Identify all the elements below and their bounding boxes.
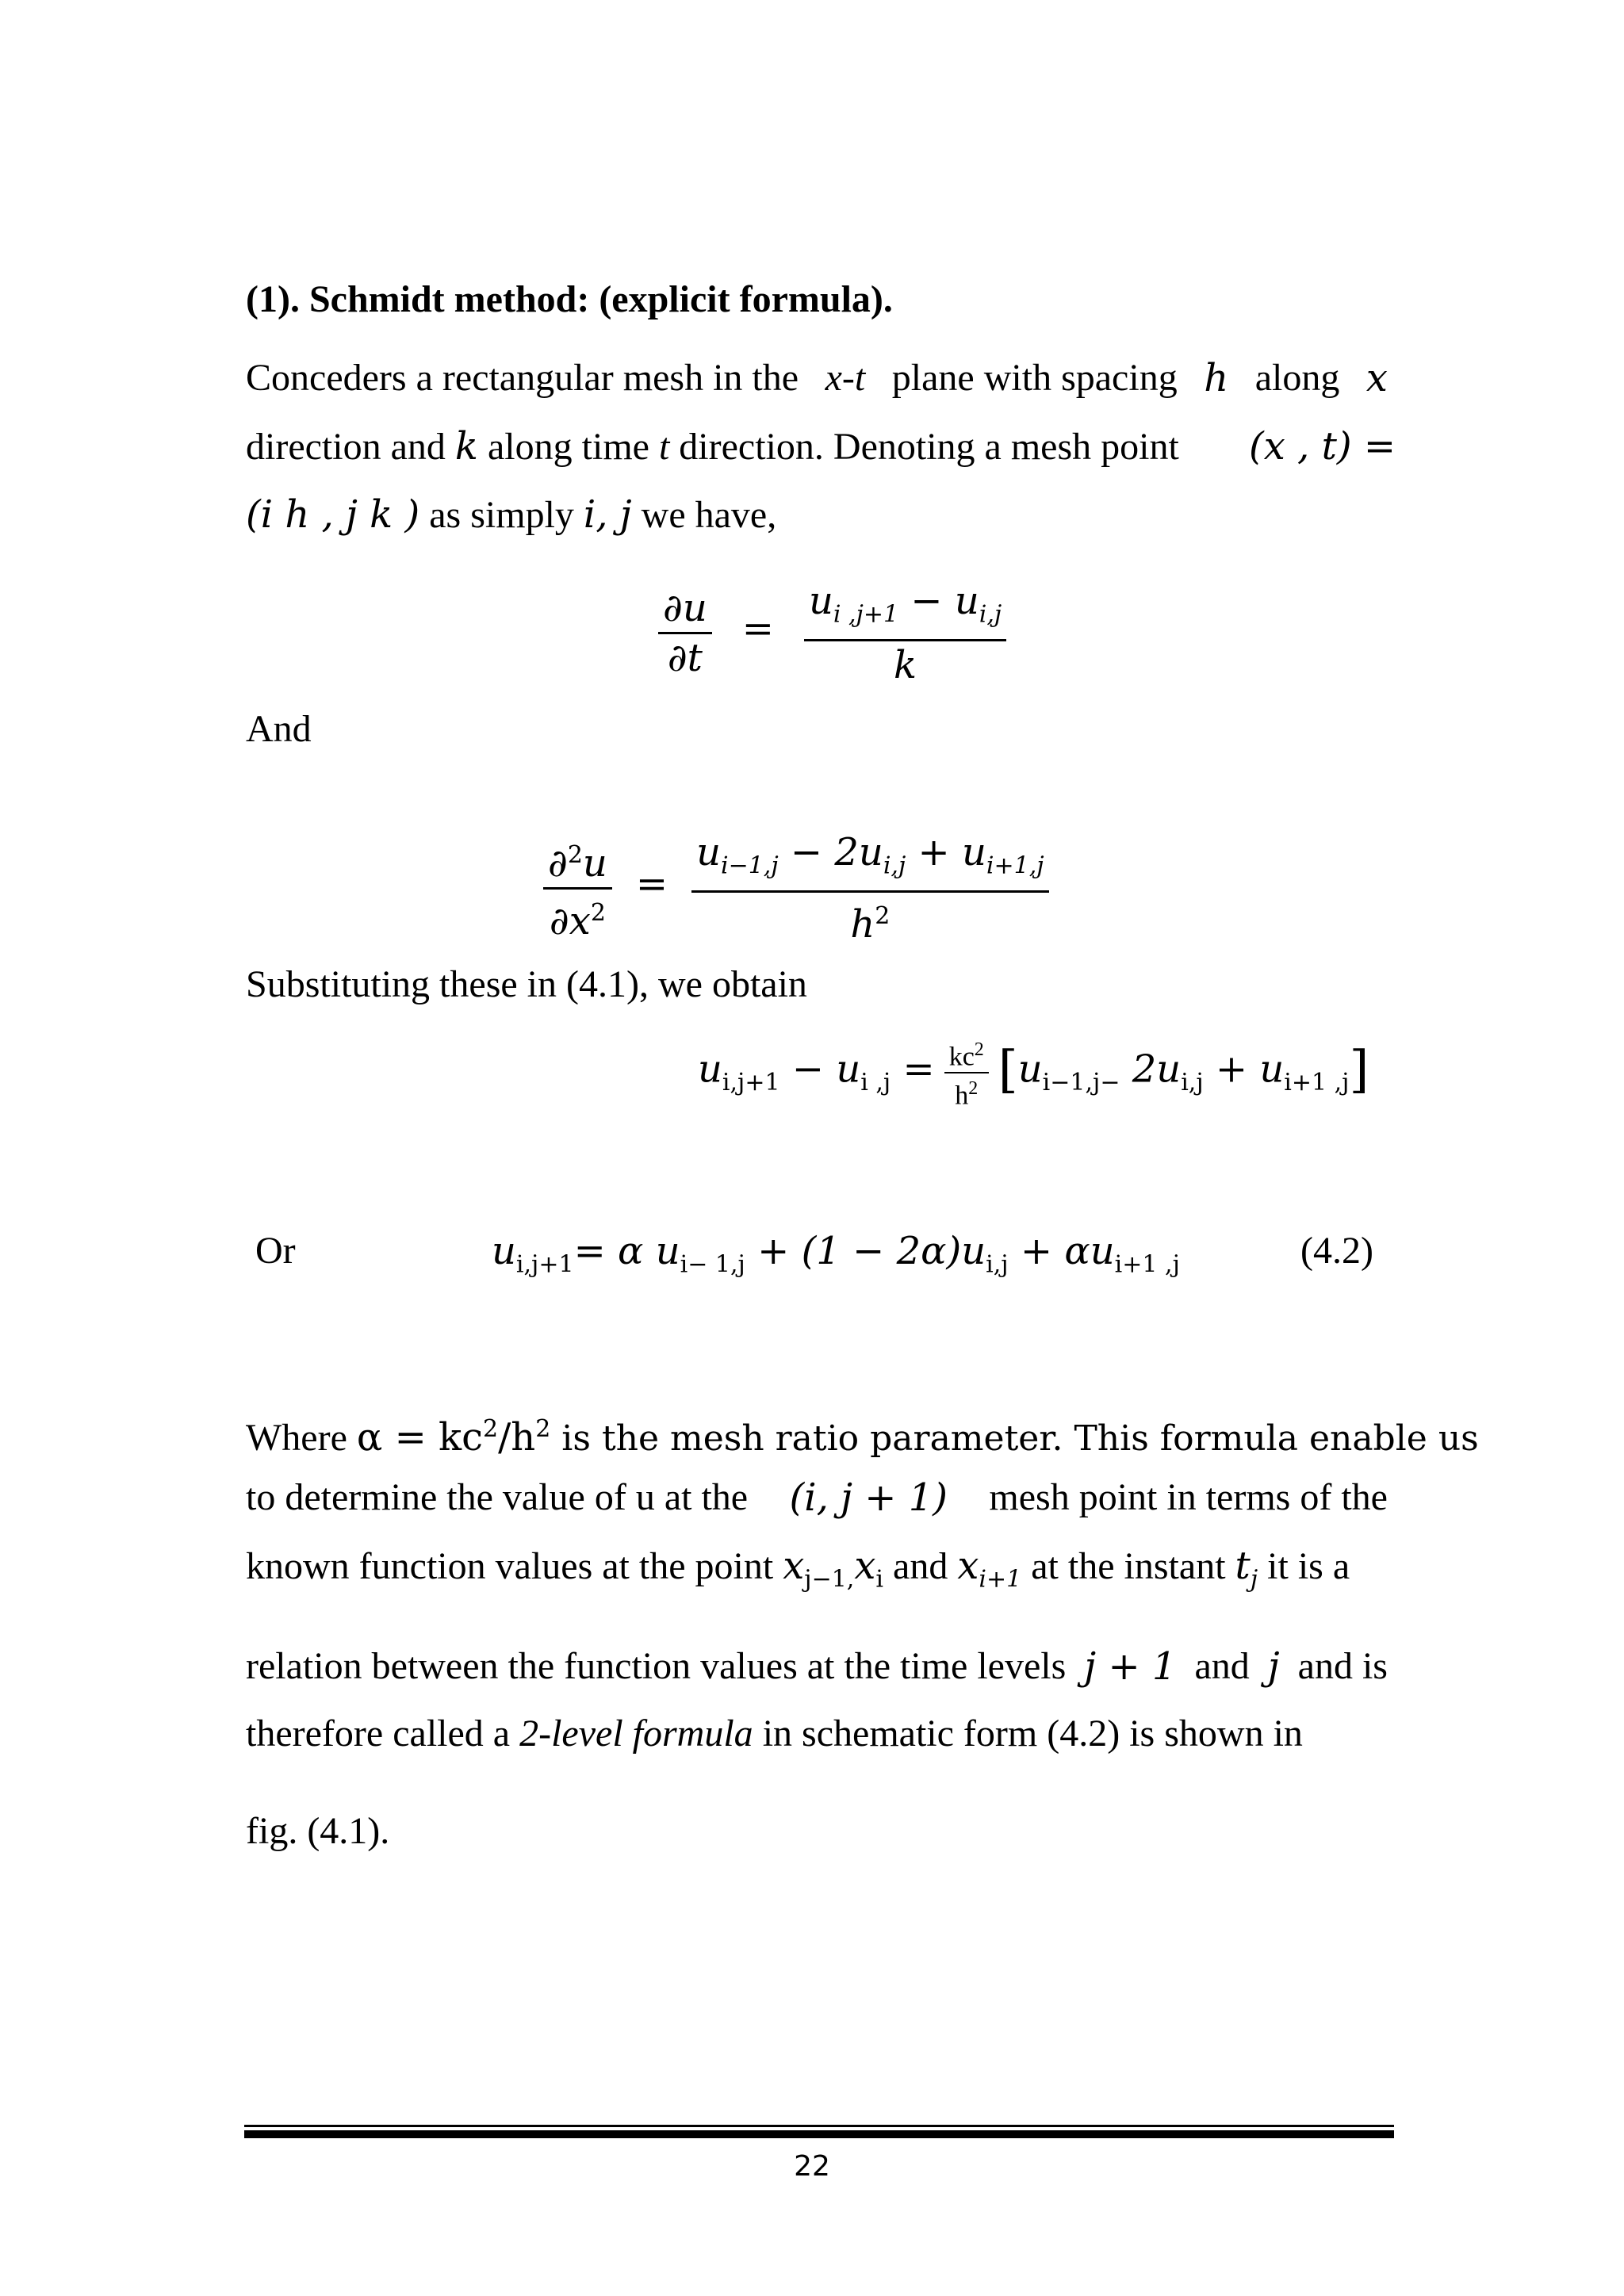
para1-line2: direction and k along time t direction. Denoting a mesh point xyxy=(246,424,1179,469)
para1-line3: (i h , j k ) as simply i, j we have, xyxy=(246,492,777,537)
para2-line1: Where $\alpha = kc^2/h^2$ is the mesh ratio parameter. This formula enable us xyxy=(246,1415,1479,1460)
eq1-lhs: $\frac{\partial u}{\partial t}$ xyxy=(658,584,712,682)
equation-4: $u_{i,j+1}= \alpha$ $u_{i- 1,j} + (1 - 2\alpha)u_{i,j} + \alpha u_{i+1 ,j}$ xyxy=(492,1229,1180,1279)
eq2-rhs: $\frac{u_{i-1,j} - 2u_{i,j} + u_{i+1,j}}{h^2}$ xyxy=(691,828,1049,948)
section-heading: (1). Schmidt method: (explicit formula). xyxy=(246,278,893,320)
eq2-lhs: $\frac{\partial^2u}{\partial x^2}$ xyxy=(543,832,612,945)
para2-line3: known function values at the point $x_{j-1,}x_i$ and $x_{i+1}$ at the instant $t_j$ it is a xyxy=(246,1544,1350,1594)
equation-2: $\frac{\partial^2u}{\partial x^2}$ = $\frac{u_{i-1,j} - 2u_{i,j} + u_{i+1,j}}{h^2}$ xyxy=(543,828,1049,948)
equation-number: (4.2) xyxy=(1300,1230,1373,1272)
substituting-text: Substituting these in (4.1), we obtain xyxy=(246,963,807,1005)
eq3-fraction: $\frac{kc^2}{h^2}$ xyxy=(944,1035,989,1112)
equation-1: $\frac{\partial u}{\partial t}$ = $\frac{u_{i ,j+1} - u_{i,j}}{k}$ xyxy=(658,577,1006,689)
page-number: 22 xyxy=(794,2150,830,2183)
para1-line2-tail: (x , t) = xyxy=(1249,424,1396,469)
and-label: And xyxy=(246,708,312,750)
equation-3: $u_{i,j+1} - u_{i ,j}$ = $\frac{kc^2}{h^2}$ [$u_{i-1,j-}$ $2u_{i,j} + u_{i+1 ,j}$] xyxy=(698,1035,1369,1112)
or-label: Or xyxy=(255,1230,296,1272)
para2-line2: to determine the value of u at the (i, j + 1) mesh point in terms of the xyxy=(246,1475,1388,1520)
para1-line1: Conceders a rectangular mesh in the x-t plane with spacing h along x xyxy=(246,356,1388,400)
footer-rule-thin xyxy=(244,2125,1394,2127)
footer-rule-thick xyxy=(244,2130,1394,2138)
eq1-rhs: $\frac{u_{i ,j+1} - u_{i,j}}{k}$ xyxy=(804,577,1006,689)
para2-line5: therefore called a 2-level formula in schematic form (4.2) is shown in xyxy=(246,1712,1303,1755)
para2-line4: relation between the function values at the time levels j + 1 and j and is xyxy=(246,1644,1388,1689)
para2-line6: fig. (4.1). xyxy=(246,1810,390,1852)
